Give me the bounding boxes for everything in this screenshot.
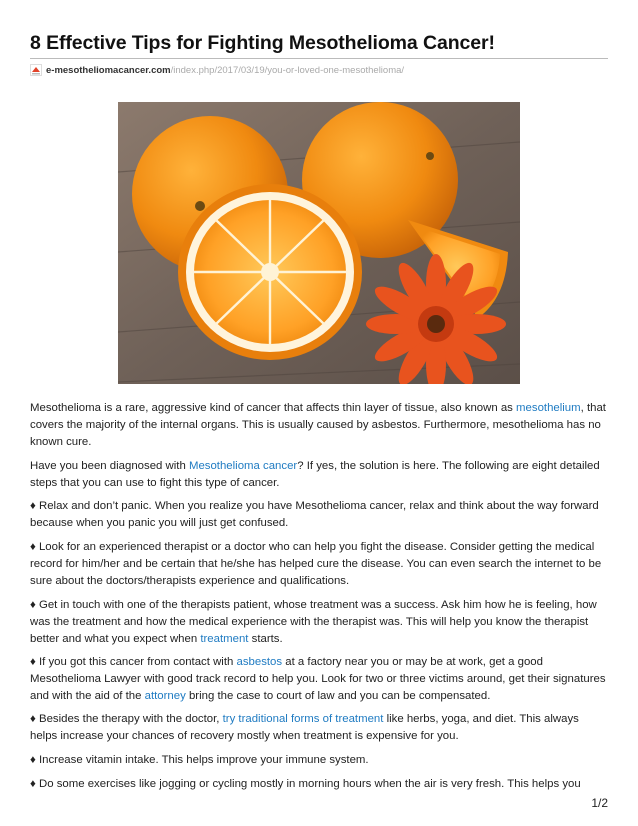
site-favicon-icon [30,64,42,76]
oranges-and-flower-photo-icon [118,102,520,384]
link-attorney[interactable]: attorney [144,690,186,702]
tip-traditional-treatment: ♦ Besides the therapy with the doctor, try traditional forms of treatment like herbs, yoga, and diet. This always helps increase your chances of recovery mostly when treatment is expensive for you. [30,713,579,742]
title-divider [30,58,608,59]
tip-exercise: ♦ Do some exercises like jogging or cycling mostly in morning hours when the air is very fresh. This helps you [30,778,581,790]
source-line [30,64,404,76]
link-mesothelioma-cancer[interactable]: Mesothelioma cancer [188,460,298,472]
tip-therapist: ♦ Look for an experienced therapist or a doctor who can help you fight the disease. Consider getting the medical record for him/her and be certain that he/she has helped cure the disease. You can even search the internet to be sure about the doctors/therapists experience and qualifications. [30,541,602,587]
link-treatment[interactable]: treatment [200,633,249,645]
source-domain[interactable]: e-mesotheliomacancer.com [46,64,171,76]
paragraph-diagnosed: Have you been diagnosed with Mesothelioma cancer? If yes, the solution is here. The following are eight detailed steps that you can use to fight this type of cancer. [30,460,600,489]
paragraph-intro: Mesothelioma is a rare, aggressive kind of cancer that affects thin layer of tissue, also known as mesothelium, that covers the majority of the internal organs. This is usually caused by asbestos. Furthermore, mesothelioma has no known cure. [30,402,606,448]
tip-lawyer: ♦ If you got this cancer from contact with asbestos at a factory near you or may be at work, get a good Mesothelioma Lawyer with good track record to help you. Look for two or three victims around, get their signatures and with the aid of the attorney bring the case to court of law and you can be compensated. [30,656,606,702]
tip-vitamins: ♦ Increase vitamin intake. This helps improve your immune system. [30,754,369,766]
tip-patient-contact: ♦ Get in touch with one of the therapists patient, whose treatment was a success. Ask him how he is feeling, how was the treatment and how the medical experience with the therapist was. This will help you know the therapist better and what you expect when treatment starts. [30,599,597,645]
link-asbestos[interactable]: asbestos [236,656,283,668]
article-title: 8 Effective Tips for Fighting Mesothelioma Cancer! [30,32,495,54]
page-number: 1/2 [591,796,608,810]
source-path[interactable]: /index.php/2017/03/19/you-or-loved-one-mesothelioma/ [170,64,405,76]
link-mesothelium[interactable]: mesothelium [516,402,581,414]
tip-relax: ♦ Relax and don’t panic. When you realize you have Mesothelioma cancer, relax and think about the way forward because when you panic you will just get confused. [30,500,599,529]
link-traditional-treatment[interactable]: try traditional forms of treatment [222,713,384,725]
